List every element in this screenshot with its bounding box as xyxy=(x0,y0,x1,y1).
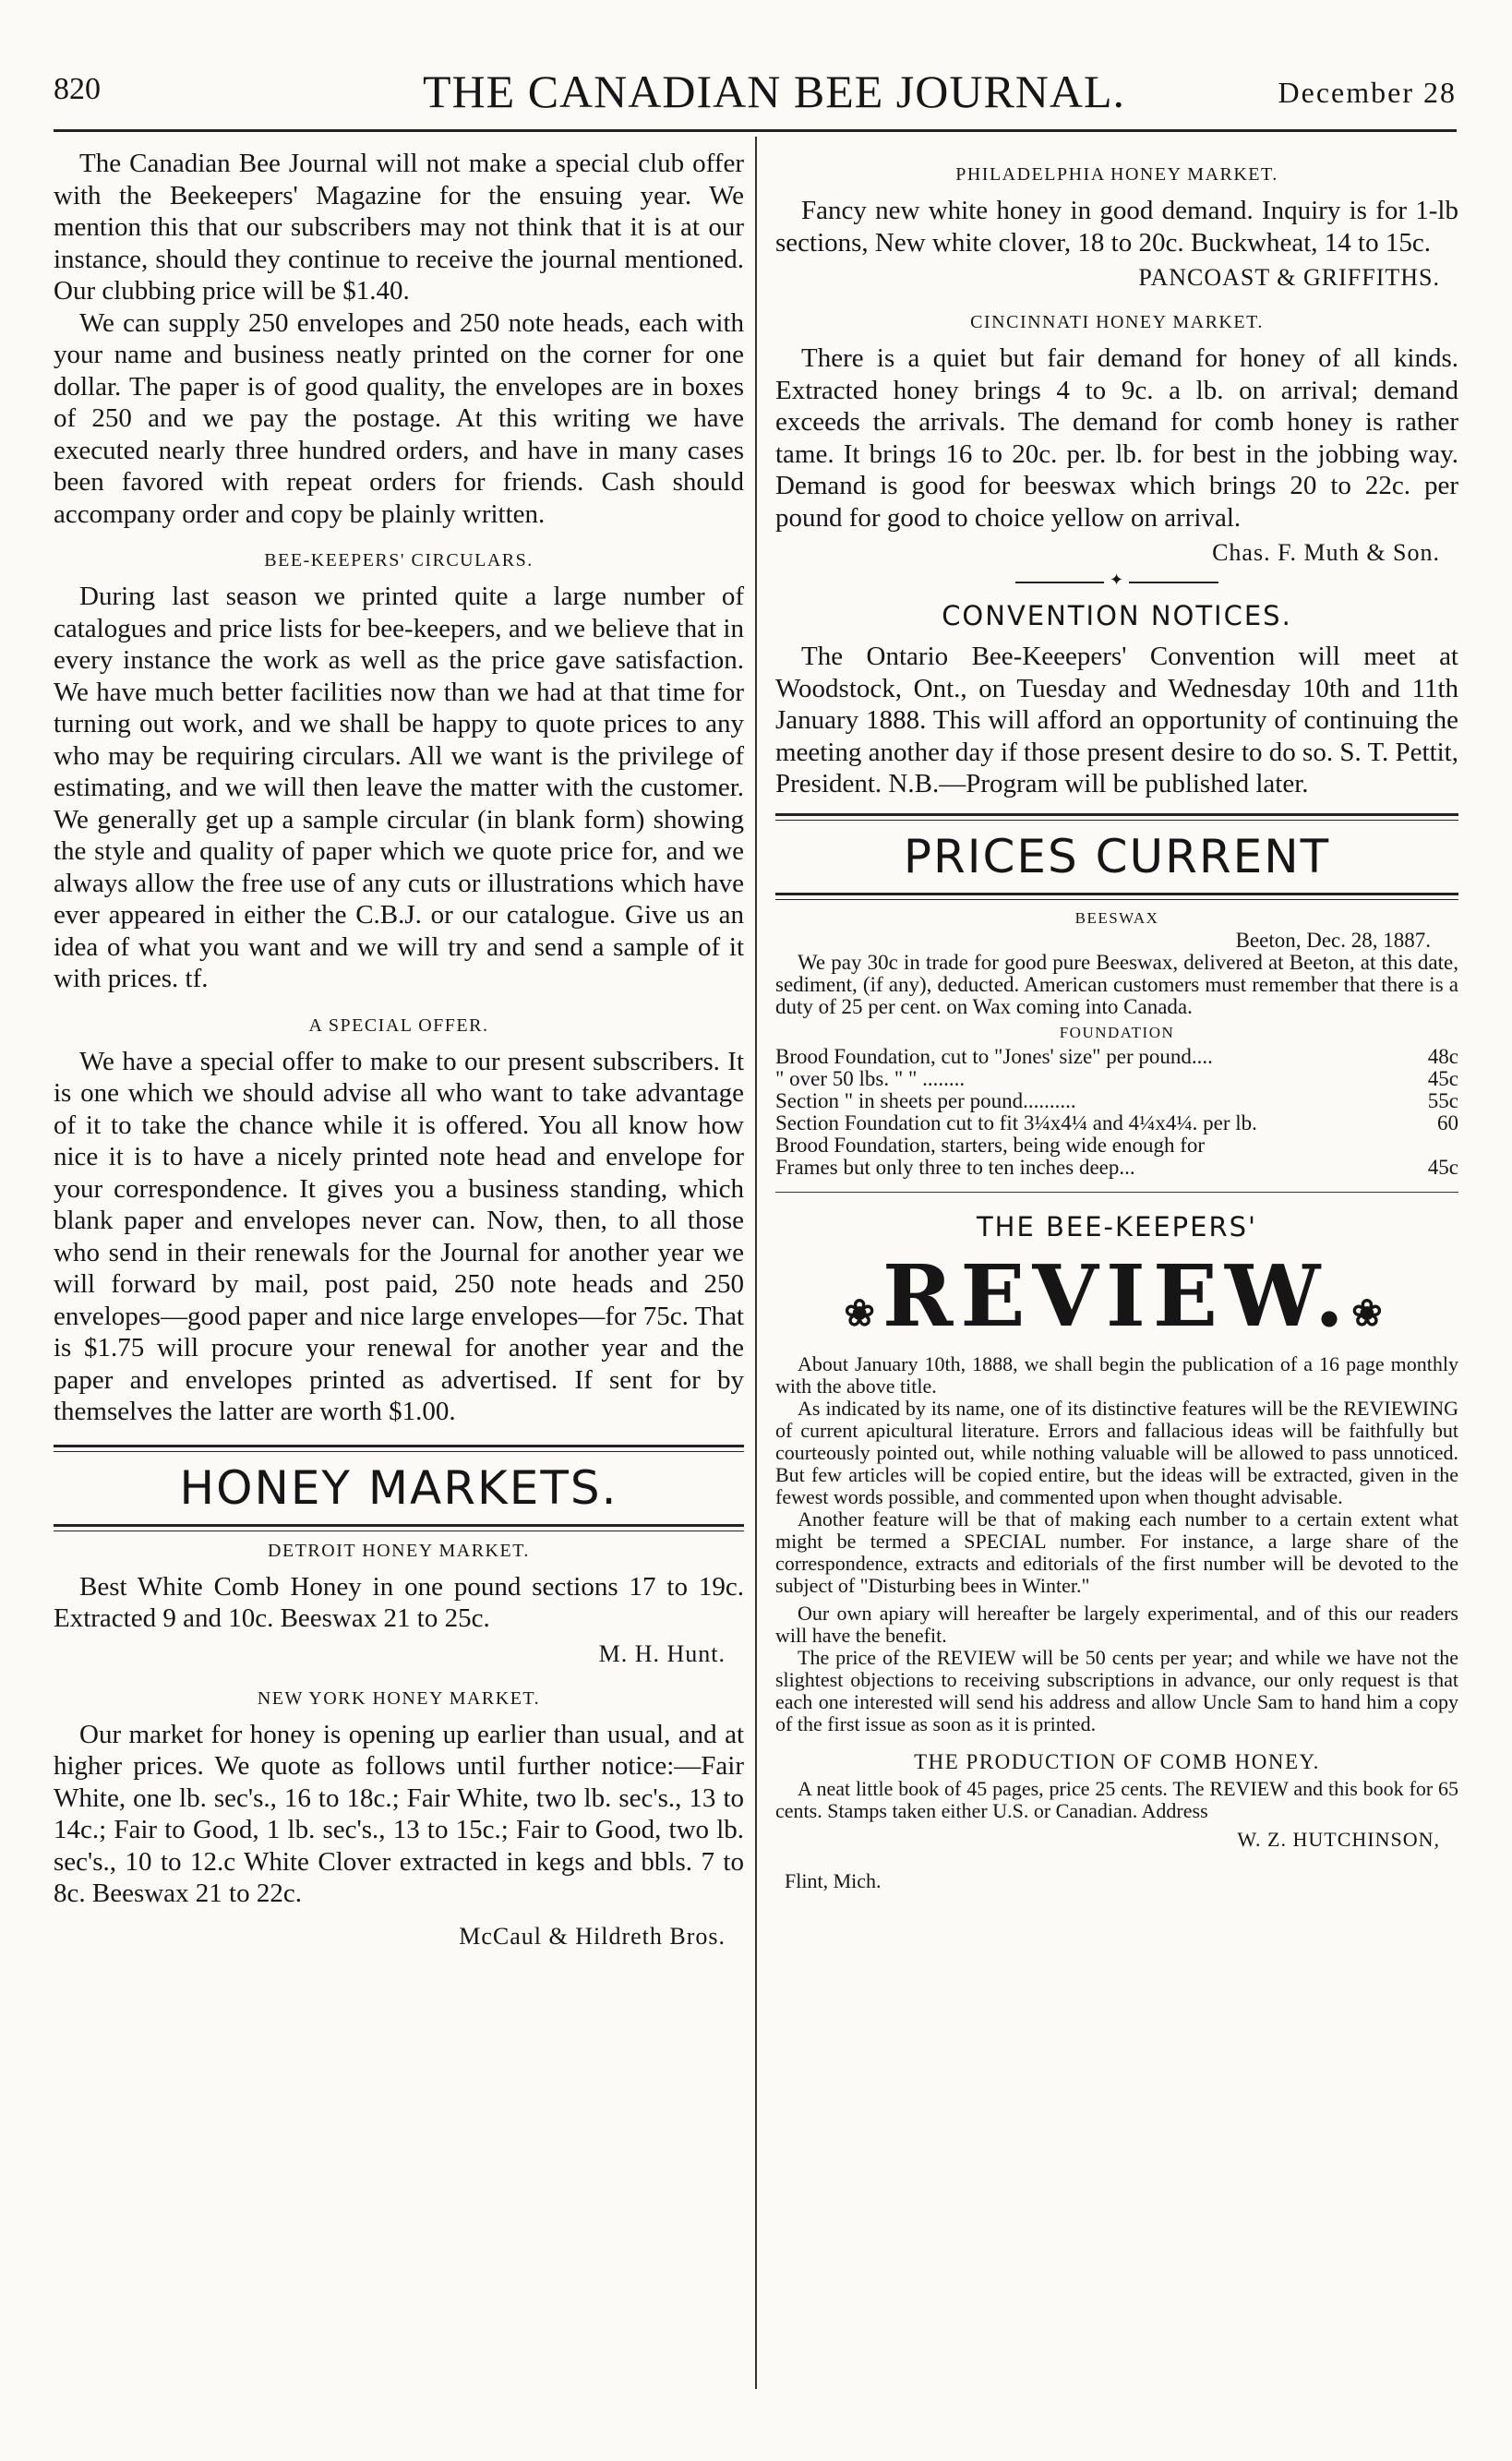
newyork-text: Our market for honey is opening up earlier than usual, and at higher prices. We quote as follows until further notice:—Fair White, one lb. sec's., 16 to 18c.; Fair White, two lb. sec's., 13 to 14c.; Fair to Good, 1 lb. sec's., 13 to 15c.; Fair to Good, two lb. sec's., 10 to 12.c White Clover extracted in kegs and bbls. 7 to 8c. Beeswax 21 to 22c. xyxy=(54,1719,744,1908)
price-row: Brood Foundation, cut to "Jones' size" per pound.... 48c xyxy=(775,1044,1458,1068)
review-features: As indicated by its name, one of its distinctive features will be the REVIEWING of current apicultural literature. Errors and fallacious ideas will be faithfully but courteously pointed out, while nothing valuable will be allowed to pass unnoticed. But few articles will be copied entire, but the ideas will be extracted, given in the fewest words possible, and commented upon when thought advisable. xyxy=(775,1396,1458,1508)
newyork-signature: McCaul & Hildreth Bros. xyxy=(459,1922,726,1950)
header-rule xyxy=(54,129,1457,132)
newyork-heading: NEW YORK HONEY MARKET. xyxy=(257,1687,541,1709)
production-text: A neat little book of 45 pages, price 25 cents. The REVIEW and this book for 65 cents. Stamps taken either U.S. or Canadian. Address xyxy=(775,1776,1458,1822)
review-apiary: Our own apiary will hereafter be largely experimental, and of this our readers will have the benefit. xyxy=(775,1601,1458,1647)
beeswax-dateline: Beeton, Dec. 28, 1887. xyxy=(1235,928,1431,952)
review-title: REVIEW. xyxy=(882,1245,1352,1346)
special-offer-heading: A SPECIAL OFFER. xyxy=(308,1014,489,1036)
convention-heading: CONVENTION NOTICES. xyxy=(942,600,1292,631)
price-row: Section Foundation cut to fit 3¼x4¼ and 4¼x4¼. per lb. 60 xyxy=(775,1110,1458,1134)
beeswax-heading: BEESWAX xyxy=(1074,908,1159,927)
envelopes-paragraph: We can supply 250 envelopes and 250 note heads, each with your name and business neatly printed on the corner for one dollar. The paper is of good quality, the envelopes are in boxes of 250 and we pay the postage. At this writing we have executed nearly three hundred orders, and have in many cases been favored with repeat orders for friends. Cash should accompany order and copy be plainly written. xyxy=(54,307,744,529)
club-offer-paragraph: The Canadian Bee Journal will not make a special club offer with the Beekeepers' Magazine for the ensuing year. We mention this that our subscribers may not think that it is at our instance, should they continue to receive the journal mentioned. Our clubbing price will be $1.40. xyxy=(54,149,744,306)
left-column xyxy=(54,148,744,1951)
review-kicker: THE BEE-KEEPERS' xyxy=(976,1210,1258,1243)
section-rule xyxy=(54,1524,744,1531)
flint-address: Flint, Mich. xyxy=(785,1868,882,1892)
flourish-right-icon: ❀ xyxy=(1351,1291,1390,1335)
section-rule xyxy=(775,813,1458,821)
convention-text: The Ontario Bee-Keeepers' Convention will meet at Woodstock, Ont., on Tuesday and Wednesday 10th and 11th January 1888. This will afford an opportunity of continuing the meeting another day if those present desire to do so. S. T. Pettit, President. N.B.—Program will be published later. xyxy=(775,642,1458,798)
cincinnati-heading: CINCINNATI HONEY MARKET. xyxy=(970,312,1264,332)
price-row: Brood Foundation, starters, being wide enough for xyxy=(775,1133,1206,1157)
price-row: Frames but only three to ten inches deep... 45c xyxy=(775,1155,1458,1179)
review-price: The price of the REVIEW will be 50 cents per year; and while we have not the slightest objections to receiving subscriptions in advance, our only request is that each one interested will send his address and allow Uncle Sam to hand him a copy of the first issue as soon as it is printed. xyxy=(775,1645,1458,1735)
cincinnati-text: There is a quiet but fair demand for honey of all kinds. Extracted honey brings 4 to 9c. a lb. on arrival; demand exceeds the arrivals. The demand for comb honey is rather tame. It brings 16 to 20c. per. lb. for best in the jobbing way. Demand is good for beeswax which brings 20 to 22c. per pound for good to choice yellow on arrival. xyxy=(775,343,1458,533)
circulars-heading: BEE-KEEPERS' CIRCULARS. xyxy=(264,550,534,570)
cincinnati-signature: Chas. F. Muth & Son. xyxy=(1212,539,1440,566)
philadelphia-heading: PHILADELPHIA HONEY MARKET. xyxy=(955,164,1278,185)
price-row: " over 50 lbs. " " ........ 45c xyxy=(775,1066,1458,1090)
flourish-left-icon: ❀ xyxy=(844,1291,882,1335)
detroit-heading: DETROIT HONEY MARKET. xyxy=(268,1540,530,1561)
section-rule xyxy=(775,1192,1458,1193)
section-rule xyxy=(775,893,1458,900)
special-offer-text: We have a special offer to make to our present subscribers. It is one which we should advise all who want to take advantage of it to take the chance while it is offered. You all know how nice it is to have a nicely printed note head and envelope for your correspondence. It gives you a business standing, which blank paper and envelopes never can. Now, then, to all those who send in their renewals for the Journal for another year we will forward by mail, post paid, 250 note heads and 250 envelopes—good paper and nice large envelopes—for 75c. That is $1.75 will procure your renewal for another year and the paper and envelopes printed as advertised. If sent for by themselves the latter are worth $1.00. xyxy=(54,1046,744,1426)
page-number: 820 xyxy=(54,72,101,106)
review-special-number: Another feature will be that of making each number to a certain extent what might be termed a SPECIAL number. For instance, a large share of the correspondence, extracts and editorials of the first number will be devoted to the subject of "Disturbing bees in Winter." xyxy=(775,1507,1458,1597)
circulars-text: During last season we printed quite a large number of catalogues and price lists for bee-keepers, and we believe that in every instance the work as well as the price gave satisfaction. We have much better facilities now than we had at that time for turning out work, and we shall be happy to quote prices to any who may be requiring circulars. All we want is the privilege of estimating, and we will then leave the matter with the customer. We generally get up a sample circular (in blank form) showing the style and quality of paper which we quote price for, and we always allow the free use of any cuts or illustrations which have ever appeared in either the C.B.J. or our catalogue. Give us an idea of what you want and we will try and send a sample of it with prices. tf. xyxy=(54,582,744,993)
philadelphia-signature: PANCOAST & GRIFFITHS. xyxy=(1138,264,1440,291)
foundation-heading: FOUNDATION xyxy=(1059,1023,1175,1041)
foundation-price-list xyxy=(775,1046,1458,1179)
issue-date: December 28 xyxy=(1278,76,1457,109)
hutchinson-signature: W. Z. HUTCHINSON, xyxy=(1237,1827,1440,1851)
section-rule xyxy=(54,1445,744,1452)
review-intro: About January 10th, 1888, we shall begin the publication of a 16 page monthly with the above title. xyxy=(775,1351,1458,1398)
prices-current-heading: PRICES CURRENT xyxy=(903,829,1331,883)
detroit-signature: M. H. Hunt. xyxy=(598,1639,726,1667)
review-masthead xyxy=(775,1246,1458,1346)
ornamental-rule xyxy=(1015,582,1218,585)
production-heading: THE PRODUCTION OF COMB HONEY. xyxy=(914,1749,1320,1773)
right-column xyxy=(775,148,1458,1892)
journal-title: THE CANADIAN BEE JOURNAL. xyxy=(423,66,1126,117)
detroit-text: Best White Comb Honey in one pound sections 17 to 19c. Extracted 9 and 10c. Beeswax 21 to 25c. xyxy=(54,1571,744,1633)
column-divider xyxy=(755,137,757,2389)
philadelphia-text: Fancy new white honey in good demand. Inquiry is for 1-lb sections, New white clover, 18 to 20c. Buckwheat, 14 to 15c. xyxy=(775,196,1458,258)
honey-markets-heading: HONEY MARKETS. xyxy=(179,1460,618,1515)
price-row: Section " in sheets per pound.......... 55c xyxy=(775,1088,1458,1112)
page-header xyxy=(54,65,1457,120)
beeswax-text: We pay 30c in trade for good pure Beeswax, delivered at Beeton, at this date, sediment, (if any), deducted. American customers must remember that there is a duty of 25 per cent. on Wax coming into Canada. xyxy=(775,950,1458,1018)
